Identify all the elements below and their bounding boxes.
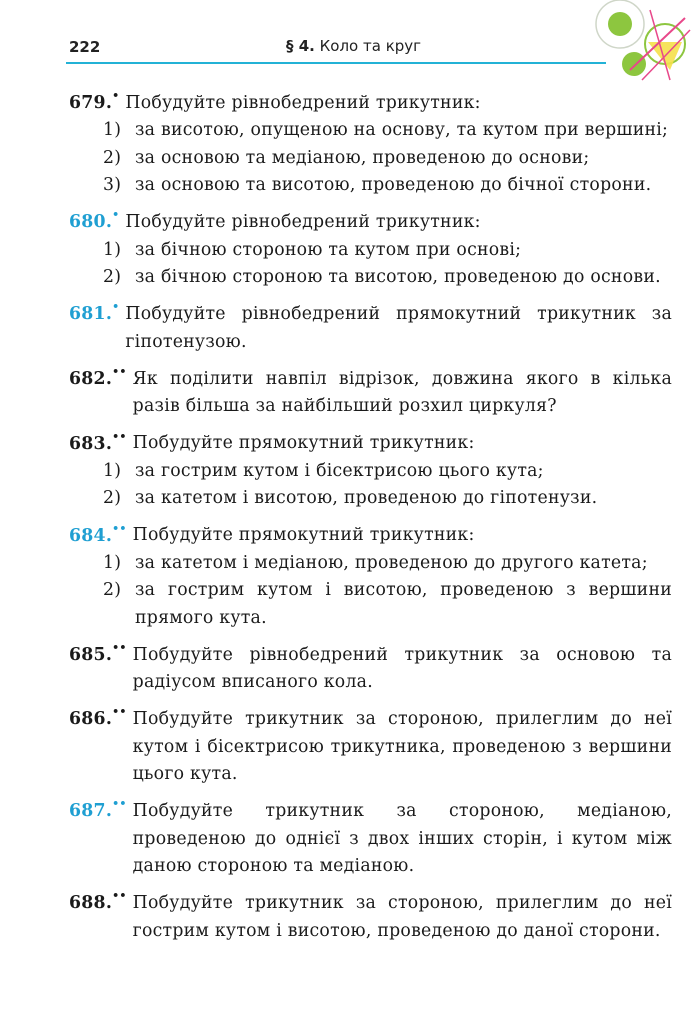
compass-logo-icon — [590, 0, 695, 82]
exercise-text: Побудуйте трикутник за стороною, медіаною, проведеною до однієї з двох інших сторін, і кутом між даною стороною та медіаною. — [132, 801, 672, 877]
exercise-number — [69, 792, 127, 825]
exercise-number-text: 685. — [69, 644, 113, 665]
sub-item-text: за катетом і висотою, проведеною до гіпотенузи. — [135, 488, 598, 509]
sub-item — [69, 550, 672, 577]
exercise-688 — [69, 884, 672, 945]
sub-item — [69, 117, 672, 144]
exercise-687 — [69, 792, 672, 880]
sub-item-number: 1) — [103, 120, 122, 141]
exercise-682 — [69, 360, 672, 421]
exercise-number — [69, 517, 127, 550]
difficulty-mark: • — [112, 89, 120, 102]
sub-item — [69, 458, 672, 485]
exercise-text: Побудуйте трикутник за стороною, прилеглим до неї кутом і бісектрисою трикутника, проведеною з вершини цього кута. — [132, 709, 672, 785]
exercise-679 — [69, 84, 672, 199]
sub-item — [69, 145, 672, 172]
sub-item — [69, 264, 672, 291]
sub-item-number: 1) — [103, 239, 122, 260]
sub-item-number: 1) — [103, 460, 122, 481]
exercise-number — [69, 84, 119, 117]
sub-item-text: за гострим кутом і бісектрисою цього кута; — [135, 460, 544, 481]
exercise-number — [69, 636, 127, 669]
page-header — [0, 0, 695, 82]
exercise-text: Як поділити навпіл відрізок, довжина якого в кілька разів більша за найбільший розхил циркуля? — [132, 368, 672, 417]
sub-item-text: за бічною стороною та кутом при основі; — [135, 239, 522, 260]
exercise-text: Побудуйте рівнобедрений трикутник: — [125, 212, 481, 233]
exercise-number-text: 684. — [69, 525, 113, 546]
sub-item-number: 2) — [103, 147, 122, 168]
page-number: 222 — [69, 38, 101, 56]
exercise-686 — [69, 700, 672, 788]
exercise-680 — [69, 203, 672, 291]
exercise-number — [69, 700, 127, 733]
section-mark: § 4. — [286, 37, 315, 55]
exercise-number-text: 682. — [69, 368, 113, 389]
sub-item-list — [69, 117, 672, 199]
exercise-number — [69, 360, 127, 393]
sub-item — [69, 577, 672, 632]
difficulty-mark: •• — [112, 797, 127, 811]
exercise-number — [69, 425, 127, 458]
exercise-number-text: 687. — [69, 801, 113, 822]
difficulty-mark: • — [112, 300, 120, 314]
exercise-text: Побудуйте рівнобедрений прямокутний трикутник за гіпотенузою. — [125, 304, 672, 352]
sub-item-text: за основою та медіаною, проведеною до основи; — [135, 147, 590, 168]
sub-item-text: за катетом і медіаною, проведеною до другого катета; — [135, 552, 648, 573]
exercise-number-text: 681. — [69, 304, 113, 325]
sub-item-number: 1) — [103, 552, 122, 573]
exercise-684 — [69, 517, 672, 632]
exercise-text: Побудуйте рівнобедрений трикутник: — [125, 92, 481, 113]
sub-item — [69, 237, 672, 264]
difficulty-mark: •• — [112, 364, 127, 378]
sub-item-text: за висотою, опущеною на основу, та кутом при вершині; — [135, 120, 669, 141]
difficulty-mark: •• — [112, 429, 127, 443]
sub-item-number: 2) — [103, 266, 122, 287]
exercise-text: Побудуйте прямокутний трикутник: — [132, 525, 475, 546]
sub-item-list — [69, 237, 672, 292]
sub-item-number: 2) — [103, 488, 122, 509]
exercise-685 — [69, 636, 672, 697]
difficulty-mark: •• — [112, 889, 127, 903]
header-rule — [66, 62, 606, 64]
sub-item-text: за основою та висотою, проведеною до бічної сторони. — [135, 174, 652, 195]
difficulty-mark: •• — [112, 640, 127, 654]
exercise-list — [69, 84, 672, 949]
exercise-number-text: 686. — [69, 709, 113, 730]
sub-item-list — [69, 550, 672, 632]
exercise-number — [69, 203, 119, 236]
sub-item — [69, 172, 672, 199]
sub-item-text: за гострим кутом і висотою, проведеною з вершини прямого кута. — [135, 580, 672, 628]
exercise-number-text: 688. — [69, 893, 113, 914]
sub-item-number: 3) — [103, 174, 122, 195]
exercise-text: Побудуйте прямокутний трикутник: — [132, 433, 475, 454]
sub-item — [69, 485, 672, 512]
exercise-text: Побудуйте рівнобедрений трикутник за основою та радіусом вписаного кола. — [132, 644, 672, 693]
sub-item-list — [69, 458, 672, 513]
exercise-683 — [69, 425, 672, 513]
section-title-text: Коло та круг — [319, 37, 422, 55]
exercise-number — [69, 295, 119, 328]
difficulty-mark: •• — [112, 705, 127, 719]
difficulty-mark: •• — [112, 521, 127, 535]
difficulty-mark: • — [112, 208, 120, 222]
exercise-681 — [69, 295, 672, 356]
section-title — [286, 37, 421, 55]
exercise-number-text: 683. — [69, 433, 113, 454]
exercise-number — [69, 884, 127, 917]
sub-item-number: 2) — [103, 580, 122, 601]
exercise-text: Побудуйте трикутник за стороною, прилеглим до неї гострим кутом і висотою, проведеною до даної сторони. — [132, 893, 672, 941]
sub-item-text: за бічною стороною та висотою, проведеною до основи. — [135, 266, 661, 287]
exercise-number-text: 679. — [69, 92, 113, 113]
exercise-number-text: 680. — [69, 212, 113, 233]
